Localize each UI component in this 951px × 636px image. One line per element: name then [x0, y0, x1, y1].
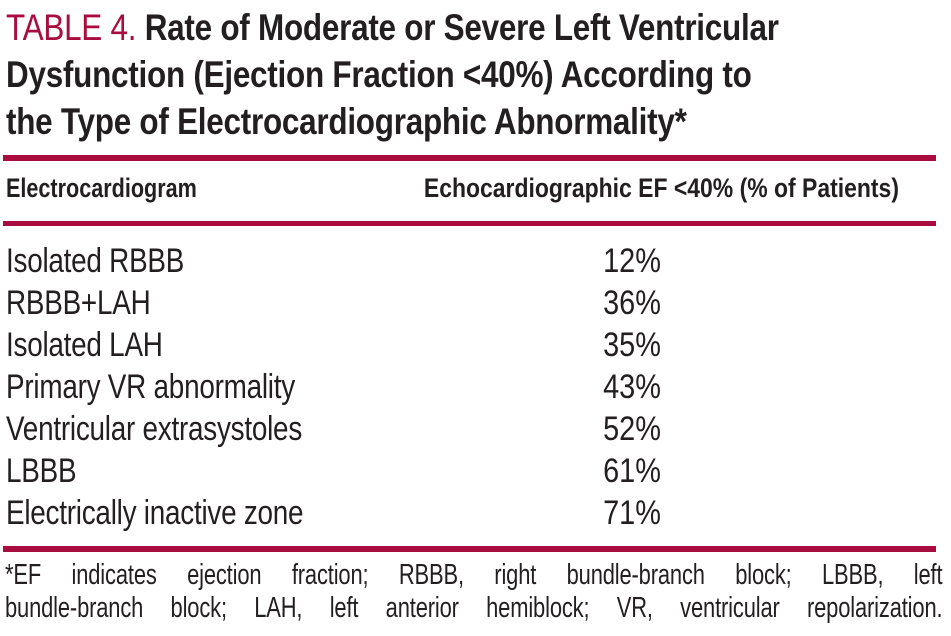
column-header-electrocardiogram: Electrocardiogram — [6, 173, 197, 203]
row-label: Primary VR abnormality — [6, 368, 295, 406]
column-header-ef-percent: Echocardiographic EF <40% (% of Patients) — [423, 173, 899, 203]
row-label: LBBB — [6, 452, 77, 490]
row-value: 43% — [603, 368, 661, 406]
row-value: 12% — [603, 242, 661, 280]
footnote-line-2: bundle-branch block; LAH, left anterior hemiblock; VR, ventricular repolarization. — [5, 592, 943, 624]
table-row — [6, 492, 951, 534]
title-line-2 — [6, 51, 779, 98]
row-label: Electrically inactive zone — [6, 494, 304, 532]
title-line-3 — [6, 98, 779, 145]
row-label: Isolated RBBB — [6, 242, 185, 280]
table-row — [6, 324, 951, 366]
table-row — [6, 450, 951, 492]
row-value: 61% — [603, 452, 661, 490]
table-row — [6, 240, 951, 282]
title-line-2-text: Dysfunction (Ejection Fraction <40%) According to — [6, 54, 752, 95]
row-value: 71% — [603, 494, 661, 532]
row-label: RBBB+LAH — [6, 284, 151, 322]
title-line-1 — [6, 4, 779, 51]
divider-header-rule — [3, 221, 936, 226]
table-row — [6, 282, 951, 324]
row-label: Isolated LAH — [6, 326, 163, 364]
table-body — [6, 240, 951, 534]
table-row — [6, 408, 951, 450]
title-line-3-text: the Type of Electrocardiographic Abnormality* — [6, 101, 687, 142]
row-value: 35% — [603, 326, 661, 364]
table-title — [6, 4, 915, 145]
table-number-label: TABLE 4. — [6, 7, 137, 48]
divider-top-rule — [3, 155, 936, 161]
table-header-row — [6, 173, 951, 203]
footnote-line-1: *EF indicates ejection fraction; RBBB, right bundle-branch block; LBBB, left — [5, 559, 943, 591]
table-row — [6, 366, 951, 408]
title-line-1-text: Rate of Moderate or Severe Left Ventricular — [144, 7, 779, 48]
row-value: 36% — [603, 284, 661, 322]
table-footnote — [5, 559, 942, 625]
row-label: Ventricular extrasystoles — [6, 410, 303, 448]
row-value: 52% — [603, 410, 661, 448]
divider-bottom-rule — [3, 546, 936, 552]
column-header-ef-box — [382, 173, 899, 208]
